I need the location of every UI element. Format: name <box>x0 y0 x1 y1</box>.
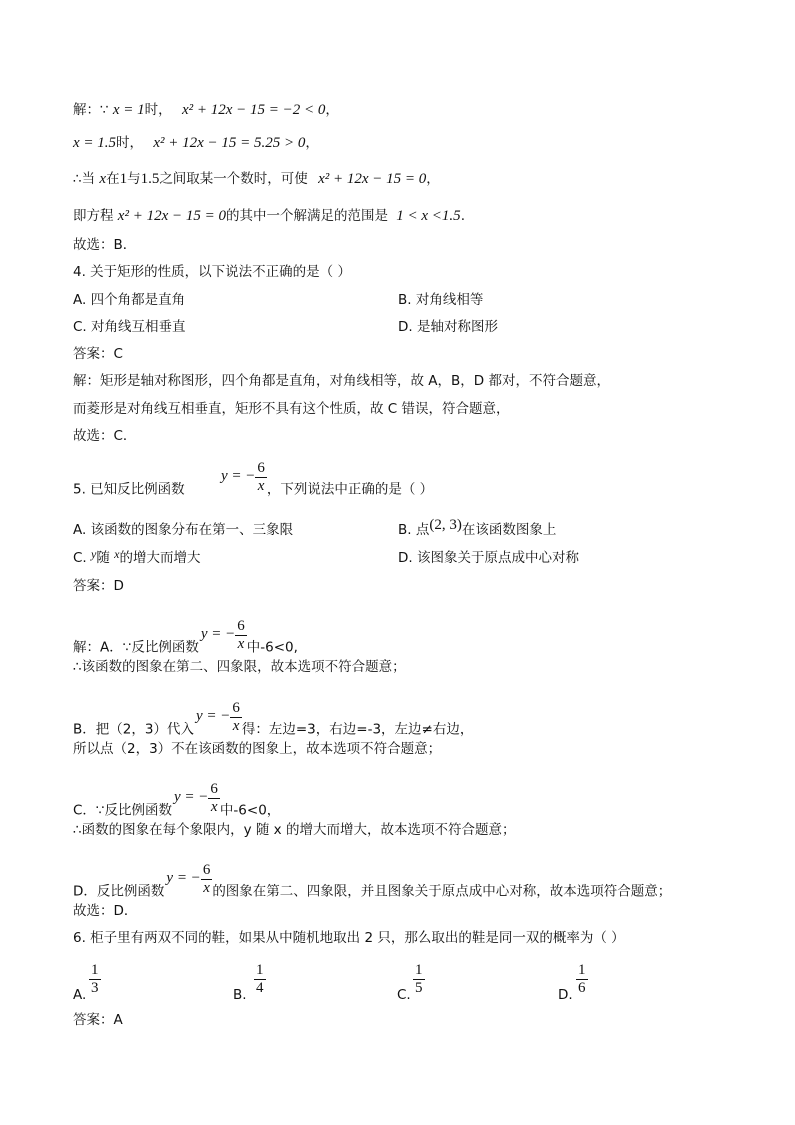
solution-c-line-2: ∴函数的图象在每个象限内，y 随 x 的增大而增大，故本选项不符合题意； <box>73 822 516 838</box>
denominator: 5 <box>415 980 423 996</box>
text: ， <box>325 102 339 118</box>
option-c: C. 对角线互相垂直 <box>73 319 186 335</box>
solution-line-4 <box>73 207 465 225</box>
fraction <box>201 862 213 897</box>
solution-a-line-2: ∴该函数的图象在第二、四象限，故本选项不符合题意； <box>73 659 406 675</box>
math: 1.5 <box>140 171 160 187</box>
option-a-fraction <box>89 962 101 997</box>
math: x² + 12x − 15 = 0 <box>318 171 427 187</box>
numerator: 6 <box>202 862 211 878</box>
denominator: 6 <box>578 980 586 996</box>
denominator: x <box>235 635 247 653</box>
question-4-stem: 4. 关于矩形的性质，以下说法不正确的是（ ） <box>73 264 351 280</box>
denominator: 4 <box>256 980 264 996</box>
math: y = − <box>220 467 256 484</box>
text: B．把（2，3）代入 <box>73 721 194 738</box>
option-b-letter: B. <box>233 987 247 1003</box>
option-a: A. 该函数的图象分布在第一、三象限 <box>73 522 294 538</box>
math: x = 1 <box>112 102 145 118</box>
solution-d-line-2: 故选：D． <box>73 903 138 919</box>
text: 在 <box>106 171 120 187</box>
math: y = − <box>174 788 209 805</box>
math: 1 <box>119 171 128 187</box>
text: 的图象在第二、四象限，并且图象关于原点成中心对称，故本选项符合题意； <box>212 883 672 900</box>
text: 解：A．∵反比例函数 <box>73 639 199 656</box>
text: 时， <box>116 135 144 151</box>
text: 与 <box>127 171 141 187</box>
solution-line-1 <box>73 101 339 119</box>
numerator: 6 <box>237 618 245 634</box>
numerator: 1 <box>91 962 99 978</box>
fraction <box>208 781 220 816</box>
denominator: x <box>255 477 267 495</box>
numerator: 1 <box>578 962 586 978</box>
option-a-letter: A. <box>73 987 87 1003</box>
question-6-stem: 6. 柜子里有两双不同的鞋，如果从中随机地取出 2 只，那么取出的鞋是同一双的概率为（ ） <box>73 930 625 946</box>
question-6-options <box>73 962 713 1004</box>
numerator: 6 <box>257 460 265 476</box>
text: 时， <box>144 102 172 118</box>
solution-line-5: 故选：B． <box>73 237 137 253</box>
question-4-solution-1: 解：矩形是轴对称图形，四个角都是直角，对角线相等，故 A，B，D 都对，不符合题意， <box>73 373 610 389</box>
text: 解：∵ <box>73 102 109 118</box>
text: ， <box>305 135 319 151</box>
text: 中-6<0, <box>246 639 298 656</box>
option-b <box>398 517 557 539</box>
question-4-answer: 答案：C <box>73 346 123 362</box>
option-d: D. 该图象关于原点成中心对称 <box>398 550 579 566</box>
text: B. 点 <box>398 522 430 538</box>
text: C. <box>73 550 87 566</box>
question-5-options-row-2 <box>73 547 579 567</box>
math: y = − <box>200 625 236 642</box>
text: ，下列说法中正确的是（ ） <box>266 481 434 498</box>
option-d-letter: D. <box>558 987 573 1003</box>
option-c-fraction <box>413 962 425 997</box>
math: 1 < x <1.5 <box>396 208 461 224</box>
question-4-options-row-2 <box>73 318 498 336</box>
math: x <box>114 547 120 561</box>
question-4-options-row-1 <box>73 291 484 309</box>
text: ， <box>426 171 440 187</box>
text: . <box>460 208 465 224</box>
text: 随 <box>96 550 110 566</box>
option-d-fraction <box>576 962 588 997</box>
text: 5. 已知反比例函数 <box>73 481 185 498</box>
numerator: 6 <box>210 781 218 797</box>
fraction <box>230 700 242 735</box>
math: y <box>91 547 97 561</box>
question-5-answer: 答案：D <box>73 578 124 594</box>
text: 在该函数图象上 <box>461 522 557 538</box>
text: 的其中一个解满足的范围是 <box>225 208 388 224</box>
option-b: B. 对角线相等 <box>398 292 484 308</box>
math: x² + 12x − 15 = 0 <box>117 208 226 224</box>
text: ∴当 <box>73 171 96 187</box>
solution-b-line-2: 所以点（2，3）不在该函数的图象上，故本选项不符合题意； <box>73 741 442 757</box>
numerator: 1 <box>415 962 423 978</box>
math: x <box>99 171 107 187</box>
question-4-solution-3: 故选：C． <box>73 428 137 444</box>
question-5-stem <box>73 460 434 507</box>
math: y = − <box>195 707 231 724</box>
denominator: 3 <box>91 980 99 996</box>
option-d: D. 是轴对称图形 <box>398 319 498 335</box>
text: 得：左边=3，右边=-3，左边≠右边， <box>241 721 474 738</box>
denominator: x <box>230 717 242 735</box>
fraction <box>235 618 247 653</box>
math: x² + 12x − 15 = 5.25 > 0 <box>153 135 306 151</box>
question-6-answer: 答案：A <box>73 1012 123 1028</box>
fraction <box>255 460 267 495</box>
solution-d-line-1 <box>73 862 672 909</box>
math: (2, 3) <box>429 517 462 533</box>
math: x² + 12x − 15 = −2 < 0 <box>181 102 326 118</box>
text: 之间取某一个数时，可使 <box>159 171 308 187</box>
solution-line-3 <box>73 170 440 188</box>
option-b-fraction <box>254 962 266 997</box>
option-c-letter: C. <box>397 987 411 1003</box>
math: x = 1.5 <box>73 135 117 151</box>
text: 的增大而增大 <box>119 550 201 566</box>
text: D．反比例函数 <box>73 883 165 900</box>
numerator: 1 <box>256 962 264 978</box>
text: 即方程 <box>73 208 114 224</box>
denominator: x <box>201 879 213 897</box>
option-a: A. 四个角都是直角 <box>73 292 186 308</box>
math: y = − <box>166 869 201 886</box>
text: C．∵反比例函数 <box>73 802 173 819</box>
solution-line-2 <box>73 134 319 152</box>
denominator: x <box>208 798 220 816</box>
question-4-solution-2: 而菱形是对角线互相垂直，矩形不具有这个性质，故 C 错误，符合题意， <box>73 401 510 417</box>
question-5-options-row-1 <box>73 517 557 539</box>
numerator: 6 <box>232 700 240 716</box>
text: 中-6<0， <box>219 802 281 819</box>
